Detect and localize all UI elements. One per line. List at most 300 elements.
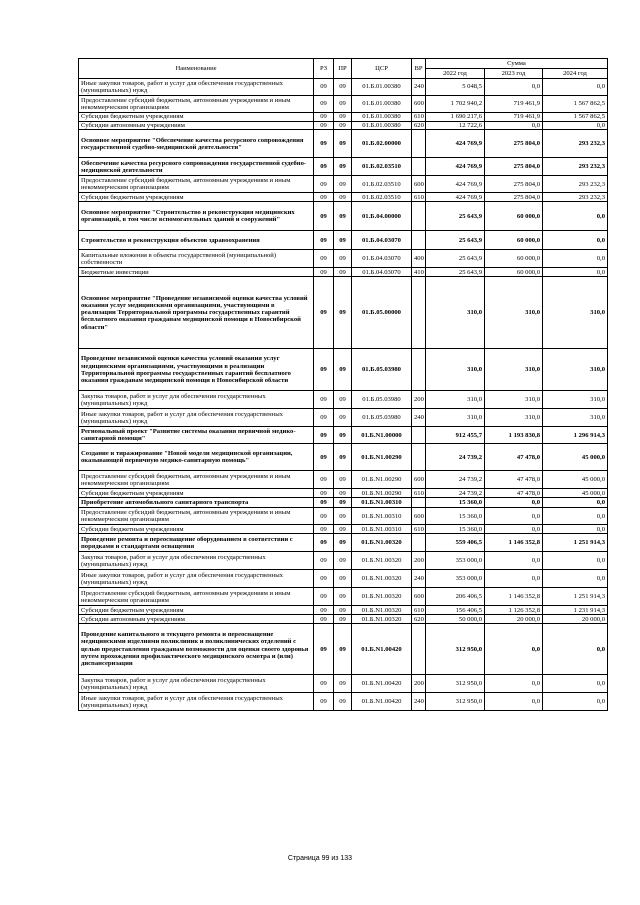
row-value-2022: 912 455,7 — [426, 427, 485, 444]
row-rz: 09 — [314, 113, 334, 122]
row-csr: 01.Б.N1.00320 — [352, 588, 412, 606]
row-value-2022: 310,0 — [426, 409, 485, 427]
row-rz: 09 — [314, 606, 334, 615]
row-pr: 09 — [334, 79, 352, 96]
row-vr: 240 — [412, 79, 426, 96]
row-vr: 400 — [412, 250, 426, 268]
row-rz: 09 — [314, 409, 334, 427]
table-row — [79, 489, 608, 498]
row-name: Основное мероприятие "Обеспечение качества ресурсного сопровождения государственной судебно-медицинской деятельности" — [79, 130, 314, 158]
row-value-2023: 275 804,0 — [485, 130, 543, 158]
budget-table — [78, 58, 608, 711]
table-row — [79, 693, 608, 711]
row-pr: 09 — [334, 693, 352, 711]
row-rz: 09 — [314, 508, 334, 525]
row-vr: 240 — [412, 693, 426, 711]
row-value-2022: 24 739,2 — [426, 444, 485, 471]
row-value-2022: 310,0 — [426, 277, 485, 349]
row-value-2024: 0,0 — [543, 202, 608, 231]
row-value-2022: 156 406,5 — [426, 606, 485, 615]
row-value-2022: 24 739,2 — [426, 471, 485, 489]
row-pr: 09 — [334, 176, 352, 193]
row-value-2023: 0,0 — [485, 693, 543, 711]
row-vr: 600 — [412, 588, 426, 606]
table-row — [79, 176, 608, 193]
row-pr: 09 — [334, 489, 352, 498]
row-csr: 01.Б.01.00380 — [352, 79, 412, 96]
table-row — [79, 525, 608, 534]
row-value-2024: 0,0 — [543, 250, 608, 268]
row-pr: 09 — [334, 96, 352, 113]
header-vr: ВР — [412, 59, 426, 79]
row-value-2022: 312 950,0 — [426, 675, 485, 693]
row-name: Закупка товаров, работ и услуг для обеспечения государственных (муниципальных) нужд — [79, 675, 314, 693]
row-csr: 01.Б.04.00000 — [352, 202, 412, 231]
table-row — [79, 588, 608, 606]
row-vr: 620 — [412, 615, 426, 624]
row-csr: 01.Б.02.03510 — [352, 193, 412, 202]
header-year-2022: 2022 год — [426, 69, 485, 79]
row-pr: 09 — [334, 193, 352, 202]
row-pr: 09 — [334, 534, 352, 552]
row-name: Иные закупки товаров, работ и услуг для обеспечения государственных (муниципальных) нужд — [79, 693, 314, 711]
row-vr: 610 — [412, 113, 426, 122]
row-value-2024: 0,0 — [543, 624, 608, 675]
row-value-2022: 25 643,9 — [426, 231, 485, 250]
table-row — [79, 615, 608, 624]
row-rz: 09 — [314, 427, 334, 444]
row-vr — [412, 158, 426, 176]
table-body — [79, 79, 608, 711]
row-csr: 01.Б.N1.00420 — [352, 624, 412, 675]
row-value-2022: 559 406,5 — [426, 534, 485, 552]
row-name: Предоставление субсидий бюджетным, автономным учреждениям и иным некоммерческим организациям — [79, 471, 314, 489]
row-csr: 01.Б.N1.00290 — [352, 471, 412, 489]
row-csr: 01.Б.N1.00310 — [352, 498, 412, 508]
row-value-2024: 1 567 862,5 — [543, 113, 608, 122]
row-vr — [412, 202, 426, 231]
table-row — [79, 552, 608, 570]
table-row — [79, 96, 608, 113]
table-row — [79, 471, 608, 489]
row-csr: 01.Б.04.03070 — [352, 250, 412, 268]
table-row — [79, 268, 608, 277]
row-name: Бюджетные инвестиции — [79, 268, 314, 277]
row-name: Субсидии автономным учреждениям — [79, 615, 314, 624]
row-vr: 600 — [412, 96, 426, 113]
row-value-2024: 310,0 — [543, 277, 608, 349]
row-value-2024: 0,0 — [543, 122, 608, 130]
header-name: Наименование — [79, 59, 314, 79]
row-csr: 01.Б.05.03980 — [352, 349, 412, 391]
row-csr: 01.Б.N1.00290 — [352, 444, 412, 471]
row-vr: 200 — [412, 391, 426, 409]
row-value-2024: 0,0 — [543, 693, 608, 711]
row-value-2022: 1 702 940,2 — [426, 96, 485, 113]
row-rz: 09 — [314, 158, 334, 176]
row-pr: 09 — [334, 158, 352, 176]
row-rz: 09 — [314, 122, 334, 130]
row-csr: 01.Б.N1.00290 — [352, 489, 412, 498]
row-value-2022: 206 406,5 — [426, 588, 485, 606]
row-value-2023: 47 478,0 — [485, 471, 543, 489]
row-vr: 610 — [412, 193, 426, 202]
row-value-2023: 0,0 — [485, 508, 543, 525]
table-row — [79, 113, 608, 122]
row-value-2022: 12 722,6 — [426, 122, 485, 130]
row-pr: 09 — [334, 113, 352, 122]
row-vr: 610 — [412, 489, 426, 498]
row-pr: 09 — [334, 391, 352, 409]
row-value-2024: 0,0 — [543, 552, 608, 570]
row-pr: 09 — [334, 508, 352, 525]
header-rz: РЗ — [314, 59, 334, 79]
row-value-2023: 310,0 — [485, 409, 543, 427]
row-value-2024: 0,0 — [543, 570, 608, 588]
row-pr: 09 — [334, 130, 352, 158]
row-csr: 01.Б.04.03070 — [352, 268, 412, 277]
row-vr — [412, 277, 426, 349]
row-name: Субсидии бюджетным учреждениям — [79, 606, 314, 615]
row-rz: 09 — [314, 130, 334, 158]
row-pr: 09 — [334, 444, 352, 471]
row-rz: 09 — [314, 231, 334, 250]
row-value-2024: 0,0 — [543, 508, 608, 525]
row-value-2022: 50 000,0 — [426, 615, 485, 624]
header-year-2023: 2023 год — [485, 69, 543, 79]
row-value-2023: 0,0 — [485, 498, 543, 508]
row-value-2023: 0,0 — [485, 570, 543, 588]
row-value-2022: 25 643,9 — [426, 250, 485, 268]
row-value-2024: 1 567 862,5 — [543, 96, 608, 113]
row-value-2022: 424 769,9 — [426, 130, 485, 158]
row-value-2023: 310,0 — [485, 391, 543, 409]
row-value-2023: 1 126 352,8 — [485, 606, 543, 615]
row-value-2022: 15 360,0 — [426, 525, 485, 534]
row-rz: 09 — [314, 675, 334, 693]
row-value-2024: 293 232,3 — [543, 176, 608, 193]
row-pr: 09 — [334, 277, 352, 349]
row-vr: 240 — [412, 409, 426, 427]
row-csr: 01.Б.N1.00320 — [352, 615, 412, 624]
row-value-2023: 0,0 — [485, 552, 543, 570]
row-value-2024: 310,0 — [543, 349, 608, 391]
row-rz: 09 — [314, 534, 334, 552]
row-csr: 01.Б.05.00000 — [352, 277, 412, 349]
row-value-2023: 60 000,0 — [485, 250, 543, 268]
row-value-2024: 1 296 914,3 — [543, 427, 608, 444]
row-name: Создание и тиражирование "Новой модели медицинской организации, оказывающей первичную медико-санитарную помощь" — [79, 444, 314, 471]
row-vr: 200 — [412, 675, 426, 693]
row-pr: 09 — [334, 675, 352, 693]
table-row — [79, 231, 608, 250]
row-value-2023: 0,0 — [485, 675, 543, 693]
row-value-2022: 310,0 — [426, 391, 485, 409]
row-rz: 09 — [314, 202, 334, 231]
row-value-2023: 275 804,0 — [485, 176, 543, 193]
row-value-2022: 312 950,0 — [426, 624, 485, 675]
table-row — [79, 158, 608, 176]
row-rz: 09 — [314, 498, 334, 508]
row-value-2022: 5 048,5 — [426, 79, 485, 96]
row-rz: 09 — [314, 268, 334, 277]
table-row — [79, 498, 608, 508]
row-value-2024: 310,0 — [543, 391, 608, 409]
row-value-2023: 0,0 — [485, 122, 543, 130]
header-year-2024: 2024 год — [543, 69, 608, 79]
table-row — [79, 130, 608, 158]
header-pr: ПР — [334, 59, 352, 79]
row-value-2022: 424 769,9 — [426, 193, 485, 202]
row-rz: 09 — [314, 588, 334, 606]
row-name: Проведение независимой оценки качества условий оказания услуг медицинскими организациями, участвующими в реализации Территориальной программы государственных гарантий бесплатного оказания гражданам медицинской помощи в Новосибирской области — [79, 349, 314, 391]
row-value-2022: 15 360,0 — [426, 508, 485, 525]
row-pr: 09 — [334, 588, 352, 606]
row-csr: 01.Б.04.03070 — [352, 231, 412, 250]
row-value-2024: 0,0 — [543, 525, 608, 534]
table-row — [79, 277, 608, 349]
row-rz: 09 — [314, 624, 334, 675]
table-row — [79, 508, 608, 525]
row-pr: 09 — [334, 624, 352, 675]
row-value-2023: 60 000,0 — [485, 202, 543, 231]
row-value-2023: 719 461,9 — [485, 96, 543, 113]
row-name: Предоставление субсидий бюджетным, автономным учреждениям и иным некоммерческим организациям — [79, 588, 314, 606]
row-name: Закупка товаров, работ и услуг для обеспечения государственных (муниципальных) нужд — [79, 391, 314, 409]
row-csr: 01.Б.02.00000 — [352, 130, 412, 158]
row-name: Предоставление субсидий бюджетным, автономным учреждениям и иным некоммерческим организациям — [79, 96, 314, 113]
row-vr: 600 — [412, 508, 426, 525]
row-pr: 09 — [334, 349, 352, 391]
row-name: Субсидии бюджетным учреждениям — [79, 193, 314, 202]
row-value-2023: 275 804,0 — [485, 158, 543, 176]
row-csr: 01.Б.N1.00320 — [352, 552, 412, 570]
row-value-2023: 1 193 830,8 — [485, 427, 543, 444]
row-value-2024: 293 232,3 — [543, 158, 608, 176]
row-csr: 01.Б.05.03980 — [352, 391, 412, 409]
row-value-2023: 47 478,0 — [485, 444, 543, 471]
row-value-2022: 353 000,0 — [426, 552, 485, 570]
row-name: Субсидии автономным учреждениям — [79, 122, 314, 130]
row-value-2022: 25 643,9 — [426, 202, 485, 231]
row-rz: 09 — [314, 391, 334, 409]
table-row — [79, 675, 608, 693]
row-name: Основное мероприятие "Проведение независимой оценки качества условий оказания услуг медицинскими организациями, участвующими в реализации Территориальной программы государственных гарантий бесплатного оказания гражданам медицинской помощи в Новосибирской области" — [79, 277, 314, 349]
row-value-2022: 310,0 — [426, 349, 485, 391]
table-row — [79, 391, 608, 409]
row-value-2024: 1 251 914,3 — [543, 588, 608, 606]
row-value-2024: 45 000,0 — [543, 489, 608, 498]
row-value-2023: 60 000,0 — [485, 268, 543, 277]
row-value-2023: 0,0 — [485, 624, 543, 675]
row-value-2024: 0,0 — [543, 675, 608, 693]
row-csr: 01.Б.01.00380 — [352, 122, 412, 130]
row-value-2023: 47 478,0 — [485, 489, 543, 498]
row-value-2022: 25 643,9 — [426, 268, 485, 277]
row-value-2022: 353 000,0 — [426, 570, 485, 588]
row-vr — [412, 349, 426, 391]
row-pr: 09 — [334, 552, 352, 570]
table-row — [79, 606, 608, 615]
row-vr: 600 — [412, 471, 426, 489]
row-vr — [412, 231, 426, 250]
row-value-2024: 1 231 914,3 — [543, 606, 608, 615]
row-pr: 09 — [334, 250, 352, 268]
row-vr: 610 — [412, 606, 426, 615]
row-value-2024: 0,0 — [543, 498, 608, 508]
row-name: Проведение капитального и текущего ремонта и переоснащение медицинскими изделиями поликлиник и поликлинических отделений с целью предоставления гражданам возможности для оценки своего здоровья путем прохождения профилактического медицинского осмотра и (или) диспансеризации — [79, 624, 314, 675]
header-csr: ЦСР — [352, 59, 412, 79]
row-csr: 01.Б.N1.00000 — [352, 427, 412, 444]
row-value-2023: 0,0 — [485, 79, 543, 96]
row-value-2023: 719 461,9 — [485, 113, 543, 122]
row-rz: 09 — [314, 349, 334, 391]
row-csr: 01.Б.05.03980 — [352, 409, 412, 427]
table-row — [79, 534, 608, 552]
row-name: Основное мероприятие "Строительство и реконструкция медицинских организаций, в том числе вспомогательных зданий и сооружений" — [79, 202, 314, 231]
row-vr — [412, 534, 426, 552]
row-value-2023: 1 146 352,8 — [485, 588, 543, 606]
row-vr — [412, 624, 426, 675]
row-name: Субсидии бюджетным учреждениям — [79, 489, 314, 498]
row-rz: 09 — [314, 552, 334, 570]
table-row — [79, 349, 608, 391]
row-csr: 01.Б.02.03510 — [352, 176, 412, 193]
row-rz: 09 — [314, 489, 334, 498]
row-pr: 09 — [334, 498, 352, 508]
row-rz: 09 — [314, 79, 334, 96]
row-value-2022: 15 360,0 — [426, 498, 485, 508]
row-name: Капитальные вложения в объекты государственной (муниципальной) собственности — [79, 250, 314, 268]
row-rz: 09 — [314, 570, 334, 588]
row-vr: 200 — [412, 552, 426, 570]
row-name: Иные закупки товаров, работ и услуг для обеспечения государственных (муниципальных) нужд — [79, 570, 314, 588]
row-value-2024: 20 000,0 — [543, 615, 608, 624]
table-row — [79, 444, 608, 471]
row-value-2024: 45 000,0 — [543, 471, 608, 489]
row-value-2023: 60 000,0 — [485, 231, 543, 250]
row-name: Приобретение автомобильного санитарного транспорта — [79, 498, 314, 508]
row-value-2024: 293 232,3 — [543, 130, 608, 158]
row-name: Иные закупки товаров, работ и услуг для обеспечения государственных (муниципальных) нужд — [79, 79, 314, 96]
row-vr: 410 — [412, 268, 426, 277]
row-vr — [412, 427, 426, 444]
table-row — [79, 79, 608, 96]
row-value-2024: 0,0 — [543, 79, 608, 96]
row-rz: 09 — [314, 277, 334, 349]
row-pr: 09 — [334, 615, 352, 624]
row-pr: 09 — [334, 409, 352, 427]
row-value-2024: 0,0 — [543, 231, 608, 250]
row-pr: 09 — [334, 570, 352, 588]
row-pr: 09 — [334, 122, 352, 130]
table-row — [79, 570, 608, 588]
row-csr: 01.Б.01.00380 — [352, 113, 412, 122]
row-csr: 01.Б.N1.00420 — [352, 693, 412, 711]
row-value-2023: 310,0 — [485, 349, 543, 391]
row-csr: 01.Б.N1.00320 — [352, 570, 412, 588]
row-rz: 09 — [314, 193, 334, 202]
row-csr: 01.Б.N1.00320 — [352, 534, 412, 552]
row-rz: 09 — [314, 471, 334, 489]
row-vr — [412, 444, 426, 471]
table-row — [79, 193, 608, 202]
table-row — [79, 409, 608, 427]
row-pr: 09 — [334, 268, 352, 277]
row-value-2024: 310,0 — [543, 409, 608, 427]
row-value-2023: 1 146 352,8 — [485, 534, 543, 552]
row-value-2024: 45 000,0 — [543, 444, 608, 471]
row-value-2022: 424 769,9 — [426, 158, 485, 176]
row-value-2022: 424 769,9 — [426, 176, 485, 193]
row-vr — [412, 130, 426, 158]
row-pr: 09 — [334, 471, 352, 489]
table-row — [79, 427, 608, 444]
row-value-2022: 1 690 217,6 — [426, 113, 485, 122]
row-value-2024: 293 232,3 — [543, 193, 608, 202]
row-csr: 01.Б.N1.00310 — [352, 525, 412, 534]
page-number: Страница 99 из 133 — [287, 855, 353, 862]
row-value-2024: 1 251 914,3 — [543, 534, 608, 552]
row-rz: 09 — [314, 176, 334, 193]
row-rz: 09 — [314, 444, 334, 471]
row-vr: 620 — [412, 122, 426, 130]
row-name: Субсидии бюджетным учреждениям — [79, 113, 314, 122]
row-csr: 01.Б.01.00380 — [352, 96, 412, 113]
row-value-2024: 0,0 — [543, 268, 608, 277]
table-row — [79, 202, 608, 231]
row-value-2023: 310,0 — [485, 277, 543, 349]
row-pr: 09 — [334, 525, 352, 534]
row-csr: 01.Б.N1.00320 — [352, 606, 412, 615]
row-name: Субсидии бюджетным учреждениям — [79, 525, 314, 534]
row-name: Иные закупки товаров, работ и услуг для обеспечения государственных (муниципальных) нужд — [79, 409, 314, 427]
row-vr: 600 — [412, 176, 426, 193]
row-pr: 09 — [334, 231, 352, 250]
row-vr — [412, 498, 426, 508]
row-name: Обеспечение качества ресурсного сопровождения государственной судебно-медицинской деятельности — [79, 158, 314, 176]
row-pr: 09 — [334, 606, 352, 615]
row-name: Закупка товаров, работ и услуг для обеспечения государственных (муниципальных) нужд — [79, 552, 314, 570]
row-pr: 09 — [334, 427, 352, 444]
row-vr: 240 — [412, 570, 426, 588]
header-sum: Сумма — [426, 59, 608, 69]
row-rz: 09 — [314, 693, 334, 711]
row-name: Предоставление субсидий бюджетным, автономным учреждениям и иным некоммерческим организациям — [79, 508, 314, 525]
row-rz: 09 — [314, 250, 334, 268]
row-csr: 01.Б.N1.00420 — [352, 675, 412, 693]
table-row — [79, 250, 608, 268]
row-pr: 09 — [334, 202, 352, 231]
row-name: Строительство и реконструкция объектов здравоохранения — [79, 231, 314, 250]
row-value-2023: 20 000,0 — [485, 615, 543, 624]
row-vr: 610 — [412, 525, 426, 534]
table-row — [79, 122, 608, 130]
row-csr: 01.Б.N1.00310 — [352, 508, 412, 525]
table-row — [79, 624, 608, 675]
row-value-2022: 24 739,2 — [426, 489, 485, 498]
row-value-2022: 312 950,0 — [426, 693, 485, 711]
row-value-2023: 275 804,0 — [485, 193, 543, 202]
row-name: Проведение ремонта и переоснащение оборудованием в соответствии с порядками и стандартами оснащения — [79, 534, 314, 552]
row-name: Предоставление субсидий бюджетным, автономным учреждениям и иным некоммерческим организациям — [79, 176, 314, 193]
row-rz: 09 — [314, 615, 334, 624]
row-value-2023: 0,0 — [485, 525, 543, 534]
row-csr: 01.Б.02.03510 — [352, 158, 412, 176]
row-rz: 09 — [314, 96, 334, 113]
row-name: Региональный проект "Развитие системы оказания первичной медико-санитарной помощи" — [79, 427, 314, 444]
row-rz: 09 — [314, 525, 334, 534]
